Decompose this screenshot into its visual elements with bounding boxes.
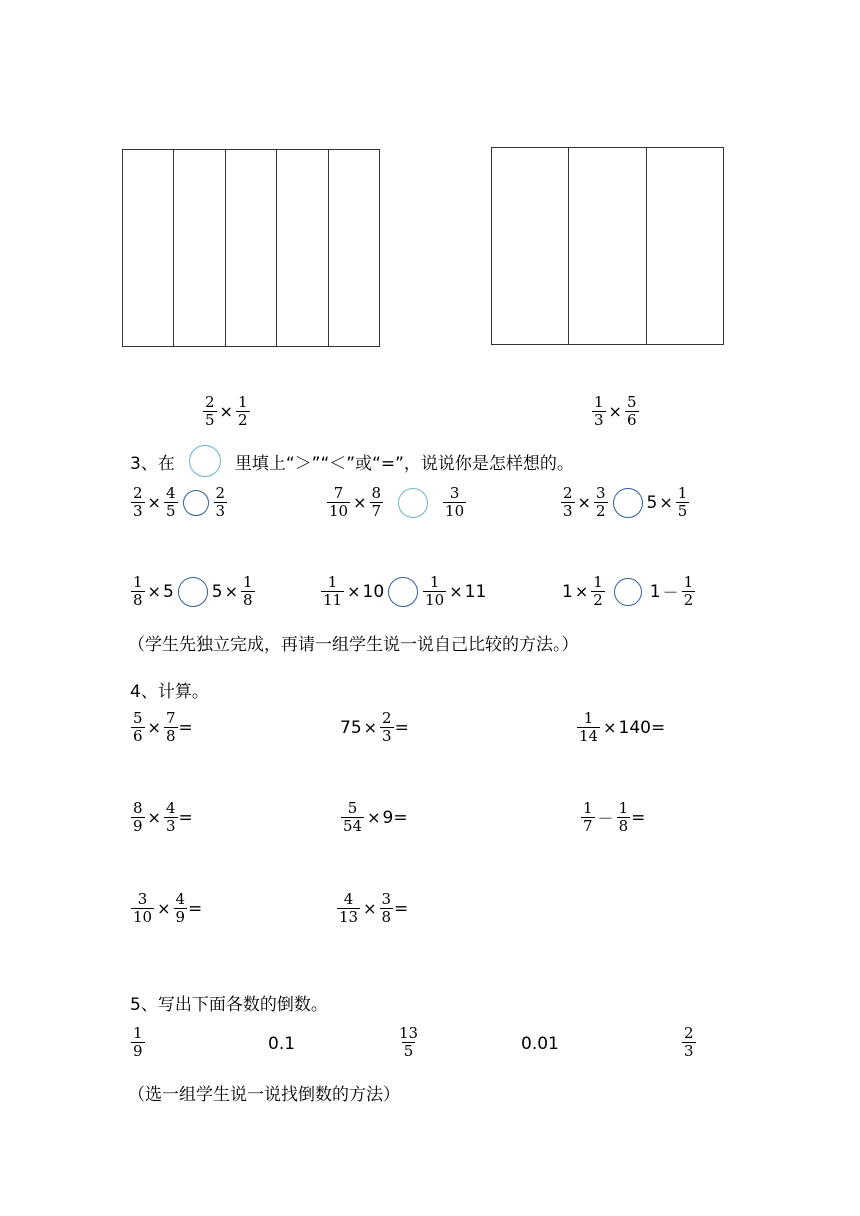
compare-circle[interactable] bbox=[183, 490, 209, 516]
compare-circle[interactable] bbox=[388, 577, 418, 607]
calc-item: $\frac{5}{6}$ × $\frac{7}{8}$ = bbox=[133, 709, 193, 745]
circle-placeholder-icon bbox=[189, 445, 221, 477]
rect-five-columns bbox=[122, 149, 380, 347]
compare-item: $\frac{1}{8}$ × 5 5 × $\frac{1}{8}$ bbox=[133, 573, 253, 609]
compare-circle[interactable] bbox=[613, 488, 643, 518]
compare-item: 1 × $\frac{1}{2}$ 1 － $\frac{1}{2}$ bbox=[562, 573, 694, 609]
compare-circle[interactable] bbox=[398, 488, 428, 518]
q5-heading: 5、写出下面各数的倒数。 bbox=[130, 995, 328, 1015]
calc-item: $\frac{1}{14}$ × 140 = bbox=[579, 709, 666, 745]
compare-circle[interactable] bbox=[614, 578, 642, 606]
compare-item: $\frac{7}{10}$ × $\frac{8}{7}$ $\frac{3}{10}$ bbox=[329, 484, 465, 520]
reciprocal-item: $\frac{1}{9}$ bbox=[133, 1024, 143, 1060]
compare-item: $\frac{1}{11}$ × 10 $\frac{1}{10}$ × 11 bbox=[323, 573, 487, 609]
calc-item: $\frac{5}{54}$ × 9 = bbox=[343, 799, 408, 835]
compare-circle[interactable] bbox=[178, 577, 208, 607]
compare-item: $\frac{2}{3}$ × $\frac{4}{5}$ $\frac{2}{3}$ bbox=[133, 484, 226, 520]
q4-heading: 4、计算。 bbox=[130, 682, 209, 702]
calc-item: $\frac{8}{9}$ × $\frac{4}{3}$ = bbox=[133, 799, 193, 835]
reciprocal-item: $\frac{2}{3}$ bbox=[684, 1024, 694, 1060]
reciprocal-item: 0.01 bbox=[521, 1034, 559, 1054]
calc-item: 75 × $\frac{2}{3}$ = bbox=[340, 709, 409, 745]
left-figure-expression: $\frac{2}{5}$ × $\frac{1}{2}$ bbox=[205, 393, 248, 429]
rect-three-columns bbox=[491, 147, 724, 345]
q3-heading: 3、在 里填上“＞”“＜”或“=”，说说你是怎样想的。 bbox=[130, 445, 574, 477]
reciprocal-item: 0.1 bbox=[268, 1034, 296, 1054]
calc-item: $\frac{1}{7}$ － $\frac{1}{8}$ = bbox=[583, 799, 646, 835]
q3-note: （学生先独立完成，再请一组学生说一说自己比较的方法。） bbox=[128, 635, 579, 655]
calc-item: $\frac{4}{13}$ × $\frac{3}{8}$ = bbox=[339, 890, 409, 926]
q5-note: （选一组学生说一说找倒数的方法） bbox=[128, 1085, 400, 1105]
right-figure-expression: $\frac{1}{3}$ × $\frac{5}{6}$ bbox=[594, 393, 637, 429]
compare-item: $\frac{2}{3}$ × $\frac{3}{2}$ 5 × $\frac{1}{5}$ bbox=[563, 484, 688, 520]
calc-item: $\frac{3}{10}$ × $\frac{4}{9}$ = bbox=[133, 890, 203, 926]
reciprocal-item: $\frac{13}{5}$ bbox=[399, 1024, 419, 1060]
